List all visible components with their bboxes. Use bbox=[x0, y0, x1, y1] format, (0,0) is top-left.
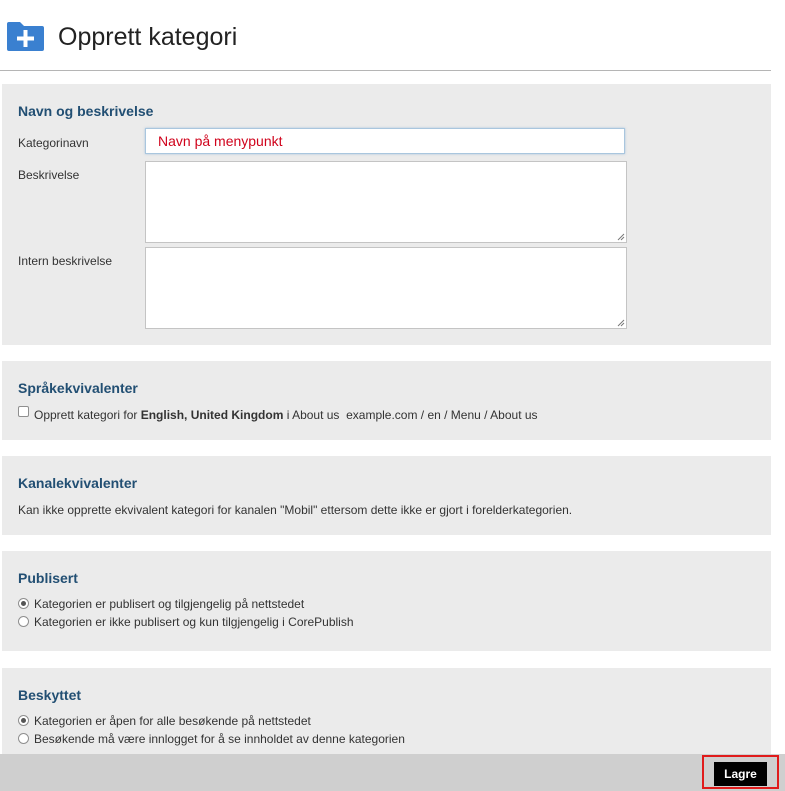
channel-equivalents-section bbox=[2, 456, 771, 535]
language-text-path: i About us example.com / en / Menu / About us bbox=[283, 408, 538, 422]
page-title: Opprett kategori bbox=[58, 23, 238, 51]
name-description-section bbox=[2, 84, 771, 345]
section-title: Navn og beskrivelse bbox=[18, 103, 154, 119]
description-label: Beskrivelse bbox=[18, 168, 80, 182]
category-name-label: Kategorinavn bbox=[18, 136, 89, 150]
open-access-radio[interactable] bbox=[18, 715, 29, 726]
unpublished-radio[interactable] bbox=[18, 616, 29, 627]
channel-equivalent-text: Kan ikke opprette ekvivalent kategori for kanalen "Mobil" ettersom dette ikke er gjort i forelderkategorien. bbox=[18, 503, 573, 517]
section-title: Kanalekvivalenter bbox=[18, 475, 138, 491]
login-required-radio[interactable] bbox=[18, 733, 29, 744]
language-equivalent-text bbox=[34, 408, 538, 422]
section-title: Språkekvivalenter bbox=[18, 380, 138, 396]
footer-bar bbox=[0, 754, 785, 791]
section-title: Beskyttet bbox=[18, 687, 82, 703]
resize-grip-icon[interactable] bbox=[617, 319, 625, 327]
description-textarea[interactable] bbox=[145, 161, 627, 243]
category-name-input[interactable] bbox=[145, 128, 625, 154]
option-label: Kategorien er ikke publisert og kun tilgjengelig i CorePublish bbox=[34, 615, 354, 629]
save-button[interactable]: Lagre bbox=[714, 762, 767, 786]
language-equivalents-section bbox=[2, 361, 771, 440]
language-text-prefix: Opprett kategori for bbox=[34, 408, 141, 422]
create-language-category-checkbox[interactable] bbox=[18, 406, 29, 417]
option-label: Kategorien er åpen for alle besøkende på nettstedet bbox=[34, 714, 311, 728]
internal-description-label: Intern beskrivelse bbox=[18, 254, 113, 268]
internal-description-textarea[interactable] bbox=[145, 247, 627, 329]
resize-grip-icon[interactable] bbox=[617, 233, 625, 241]
page-header bbox=[0, 0, 771, 71]
section-title: Publisert bbox=[18, 570, 78, 586]
published-radio[interactable] bbox=[18, 598, 29, 609]
protected-section bbox=[2, 668, 771, 754]
option-label: Kategorien er publisert og tilgjengelig på nettstedet bbox=[34, 597, 305, 611]
folder-plus-icon bbox=[5, 20, 46, 52]
published-section bbox=[2, 551, 771, 651]
option-label: Besøkende må være innlogget for å se innholdet av denne kategorien bbox=[34, 732, 405, 746]
language-name: English, United Kingdom bbox=[140, 408, 284, 422]
